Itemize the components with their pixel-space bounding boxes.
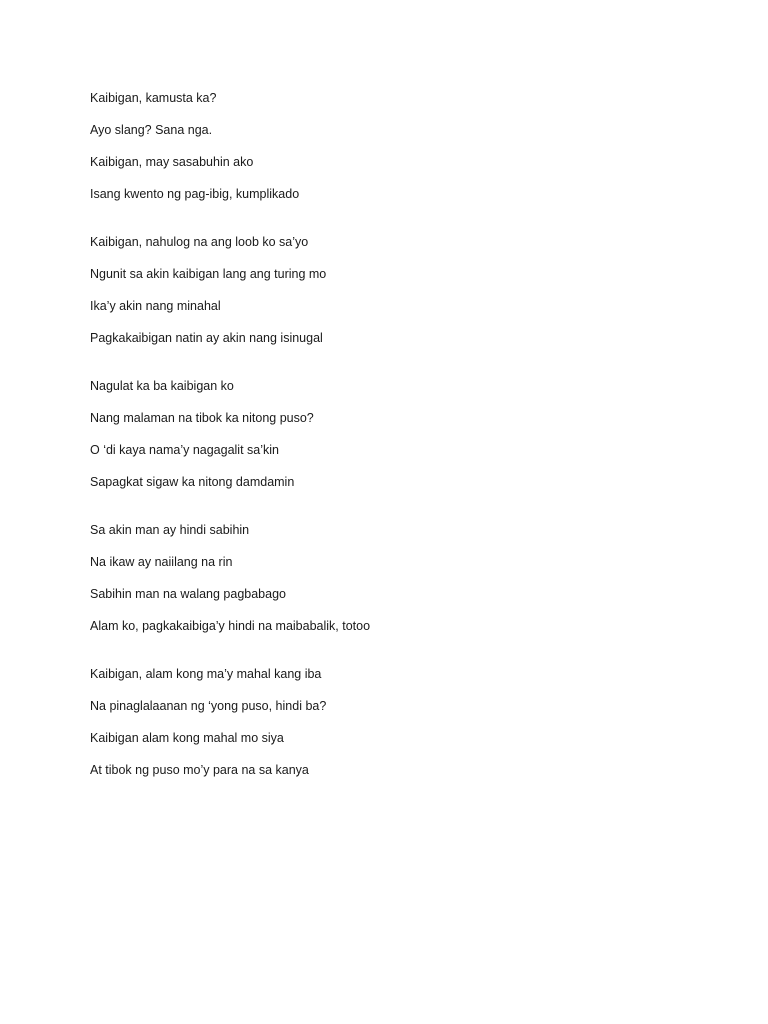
stanza-2 xyxy=(90,234,710,346)
stanza-4 xyxy=(90,522,710,634)
poem-line: Ika’y akin nang minahal xyxy=(90,299,221,313)
poem-line: Kaibigan, may sasabuhin ako xyxy=(90,155,254,169)
poem-line: At tibok ng puso mo’y para na sa kanya xyxy=(90,763,309,777)
poem-line: Kaibigan, nahulog na ang loob ko sa’yo xyxy=(90,235,309,249)
poem-line: Na pinaglalaanan ng ‘yong puso, hindi ba? xyxy=(90,699,327,713)
poem-line: Nagulat ka ba kaibigan ko xyxy=(90,379,234,393)
poem-line: Kaibigan alam kong mahal mo siya xyxy=(90,731,284,745)
poem-line: Pagkakaibigan natin ay akin nang isinugal xyxy=(90,331,323,345)
poem xyxy=(90,90,710,810)
poem-line: Kaibigan, kamusta ka? xyxy=(90,91,217,105)
poem-line: Alam ko, pagkakaibiga’y hindi na maibabalik, totoo xyxy=(90,619,371,633)
poem-line: Kaibigan, alam kong ma’y mahal kang iba xyxy=(90,667,322,681)
poem-line: O ‘di kaya nama’y nagagalit sa’kin xyxy=(90,443,279,457)
poem-line: Sabihin man na walang pagbabago xyxy=(90,587,286,601)
poem-line: Na ikaw ay naiilang na rin xyxy=(90,555,233,569)
stanza-1 xyxy=(90,90,710,202)
stanza-3 xyxy=(90,378,710,490)
poem-line: Ngunit sa akin kaibigan lang ang turing mo xyxy=(90,267,327,281)
poem-line: Ayo slang? Sana nga. xyxy=(90,123,213,137)
poem-line: Nang malaman na tibok ka nitong puso? xyxy=(90,411,314,425)
poem-line: Sapagkat sigaw ka nitong damdamin xyxy=(90,475,295,489)
stanza-5 xyxy=(90,666,710,778)
poem-line: Sa akin man ay hindi sabihin xyxy=(90,523,250,537)
poem-line: Isang kwento ng pag-ibig, kumplikado xyxy=(90,187,300,201)
